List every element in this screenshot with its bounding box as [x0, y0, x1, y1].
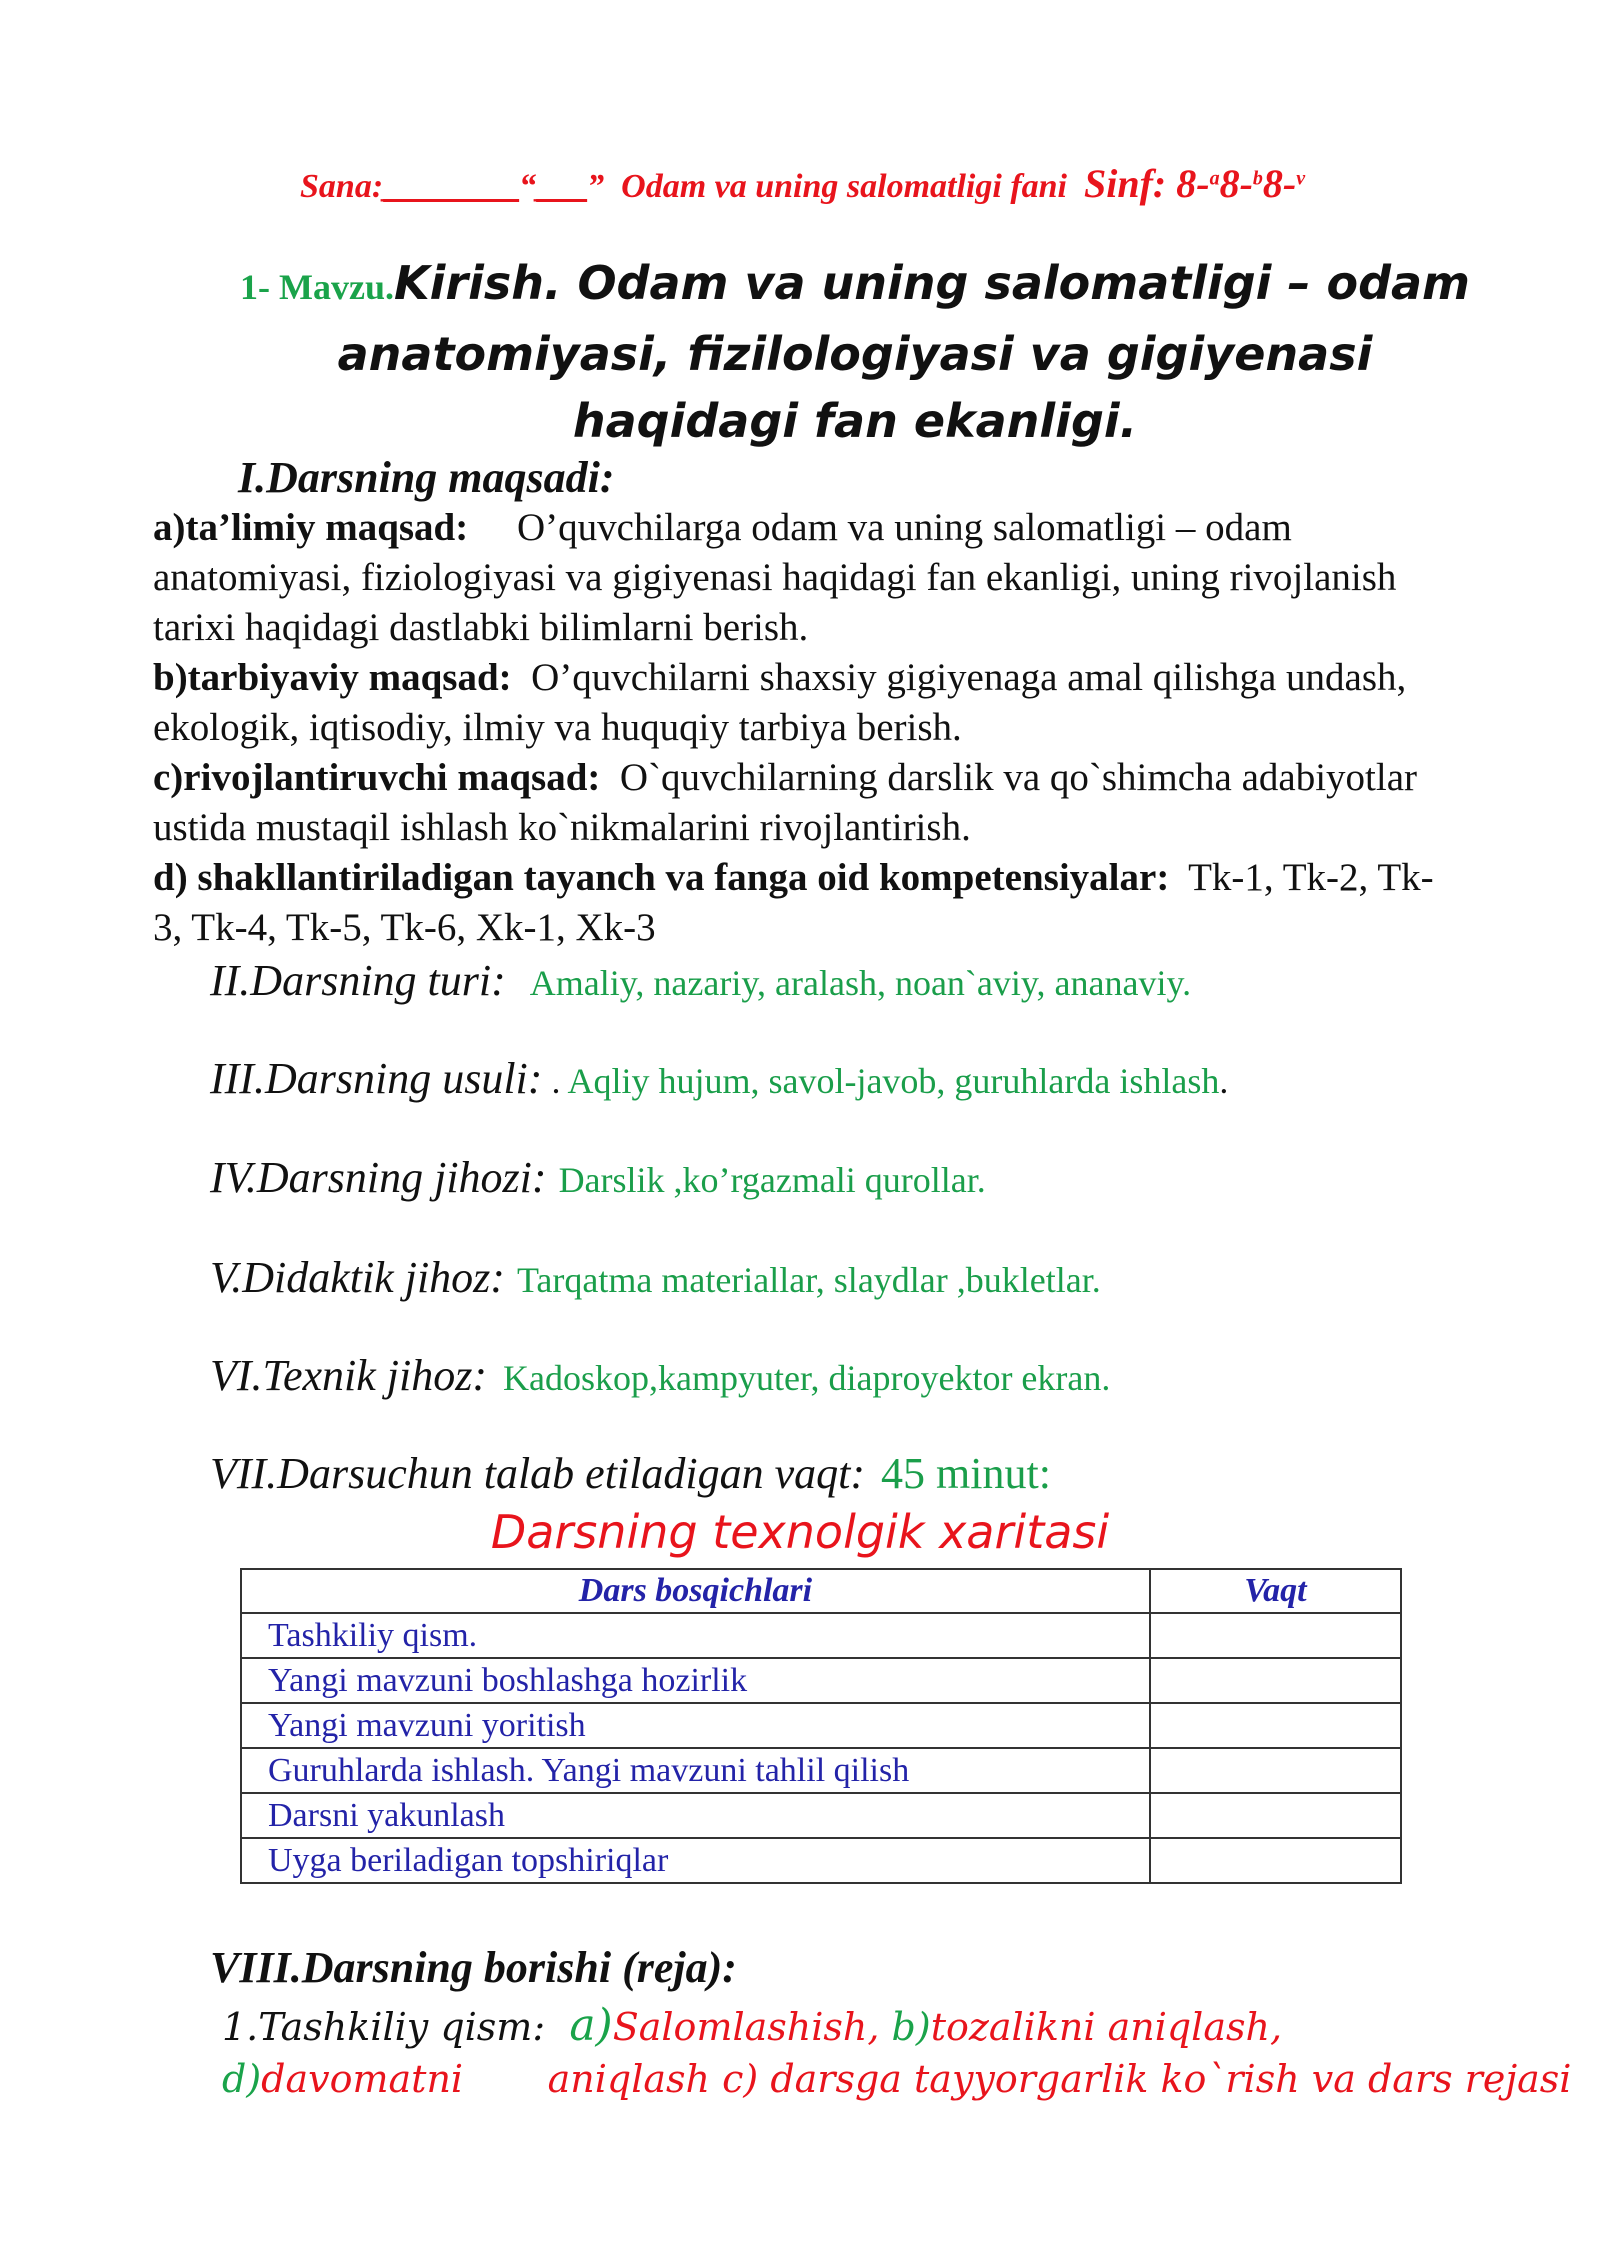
- table-row: [241, 1658, 1401, 1703]
- goal-d-text: Tk-1, Tk-2, Tk-3, Tk-4, Tk-5, Tk-6, Xk-1, Xk-3: [153, 856, 1434, 949]
- lesson-type-label: II.Darsning turi:: [210, 956, 506, 1005]
- technical-equipment-label: VI.Texnik jihoz:: [210, 1351, 487, 1400]
- stage-cell: Darsni yakunlash: [241, 1793, 1150, 1838]
- stage-cell: Yangi mavzuni boshlashga hozirlik: [241, 1658, 1150, 1703]
- lesson-plan-title: VIII.Darsning borishi (reja):: [210, 1943, 737, 1992]
- goal-c-text: O`quvchilarning darslik va qo`shimcha adabiyotlar ustida mustaqil ishlash ko`nikmalarini rivojlantirish.: [153, 756, 1418, 849]
- goal-a-text: O’quvchilarga odam va uning salomatligi – odam anatomiyasi, fiziologiyasi va gigiyenasi haqidagi fan ekanligi, uning rivojlanish tarixi haqidagi dastlabki bilimlarni berish.: [153, 506, 1397, 649]
- didactic-equipment-value: Tarqatma materiallar, slaydlar ,bukletlar.: [516, 1260, 1101, 1300]
- topic-title: Kirish. Odam va uning salomatligi – odam anatomiyasi, fizilologiyasi va gigiyenasi haqidagi fan ekanligi.: [337, 256, 1470, 448]
- time-cell: [1150, 1793, 1401, 1838]
- lesson-plan-body: [222, 2000, 1572, 2105]
- date-blank: ________: [383, 168, 520, 205]
- lesson-method-value: Aqliy hujum, savol-javob, guruhlarda ishlash: [567, 1061, 1220, 1101]
- stage-cell: Guruhlarda ishlash. Yangi mavzuni tahlil qilish: [241, 1748, 1150, 1793]
- table-row: [241, 1613, 1401, 1658]
- didactic-equipment-label: V.Didaktik jihoz:: [210, 1253, 505, 1302]
- didactic-equipment-row: [210, 1252, 1101, 1303]
- class-8b: 8-: [1219, 161, 1253, 206]
- time-required-row: [210, 1448, 1051, 1499]
- plan-text-d: davomatni: [261, 2057, 464, 2101]
- goal-d-label: d) shakllantiriladigan tayanch va fanga oid kompetensiyalar:: [153, 856, 1170, 899]
- col-header-time: Vaqt: [1150, 1569, 1401, 1613]
- col-header-stage: Dars bosqichlari: [241, 1569, 1150, 1613]
- class-label: Sinf: 8-: [1084, 161, 1210, 206]
- table-header-row: [241, 1569, 1401, 1613]
- plan-line-2: [222, 2053, 1572, 2105]
- plan-text-c: darsga tayyorgarlik ko`rish va dars rejasi: [758, 2057, 1572, 2101]
- lesson-method-row: [210, 1053, 1228, 1104]
- goals-block: [153, 503, 1453, 953]
- topic-prefix: 1- Mavzu.: [240, 267, 394, 307]
- plan-marker-a: a): [569, 2000, 613, 2051]
- stage-cell: Tashkiliy qism.: [241, 1613, 1150, 1658]
- technical-equipment-row: [210, 1350, 1110, 1401]
- plan-marker-c: c): [722, 2057, 759, 2101]
- class-a: a: [1209, 167, 1220, 190]
- lesson-equipment-label: IV.Darsning jihozi:: [210, 1153, 547, 1202]
- header-line: [300, 160, 1500, 207]
- plan-item-label: 1.Tashkiliy qism:: [222, 2005, 546, 2049]
- tech-map-title: Darsning texnolgik xaritasi: [490, 1505, 1110, 1559]
- plan-marker-b: b): [891, 2005, 931, 2049]
- goal-c: [153, 753, 1453, 853]
- lesson-type-row: [210, 955, 1191, 1006]
- goal-c-label: c)rivojlantiruvchi maqsad:: [153, 756, 601, 799]
- lesson-method-end: .: [1219, 1061, 1229, 1101]
- time-cell: [1150, 1703, 1401, 1748]
- quote-blank: ___: [536, 168, 588, 205]
- lesson-equipment-row: [210, 1152, 986, 1203]
- plan-text-b: tozalikni aniqlash,: [930, 2005, 1283, 2049]
- lesson-type-value: Amaliy, nazariy, aralash, noan`aviy, ananaviy.: [529, 963, 1192, 1003]
- topic-heading: [220, 250, 1490, 455]
- lesson-method-dot: .: [542, 1061, 568, 1101]
- plan-marker-d: d): [222, 2057, 262, 2101]
- goal-b: [153, 653, 1453, 753]
- time-cell: [1150, 1613, 1401, 1658]
- lesson-equipment-value: Darslik ,ko’rgazmali qurollar.: [558, 1160, 986, 1200]
- stage-cell: Uyga beriladigan topshiriqlar: [241, 1838, 1150, 1883]
- goal-b-label: b)tarbiyaviy maqsad:: [153, 656, 512, 699]
- time-cell: [1150, 1658, 1401, 1703]
- table-row: [241, 1703, 1401, 1748]
- goal-d: [153, 853, 1453, 953]
- tech-map-table: [240, 1568, 1402, 1884]
- time-required-label: VII.Darsuchun talab etiladigan vaqt:: [210, 1449, 866, 1498]
- goal-b-text: O’quvchilarni shaxsiy gigiyenaga amal qilishga undash, ekologik, iqtisodiy, ilmiy va huquqiy tarbiya berish.: [153, 656, 1407, 749]
- quote-open: “: [519, 168, 537, 205]
- class-8v: 8-: [1262, 161, 1297, 206]
- stage-cell: Yangi mavzuni yoritish: [241, 1703, 1150, 1748]
- time-cell: [1150, 1748, 1401, 1793]
- class-b: b: [1252, 167, 1263, 190]
- table-row: [241, 1838, 1401, 1883]
- time-required-value: 45 minut:: [881, 1449, 1051, 1498]
- lesson-method-label: III.Darsning usuli:: [210, 1054, 543, 1103]
- section-goals-title: I.Darsning maqsadi:: [238, 453, 615, 502]
- plan-text-d-cont: aniqlash: [547, 2057, 723, 2101]
- date-label: Sana:: [300, 168, 384, 205]
- quote-close: ”: [587, 168, 605, 205]
- table-row: [241, 1748, 1401, 1793]
- time-cell: [1150, 1838, 1401, 1883]
- plan-line-1: [222, 2000, 1492, 2053]
- technical-equipment-value: Kadoskop,kampyuter, diaproyektor ekran.: [503, 1358, 1111, 1398]
- goal-a: [153, 503, 1453, 653]
- class-v: v: [1296, 167, 1306, 190]
- plan-text-a: Salomlashish,: [612, 2005, 892, 2049]
- table-row: [241, 1793, 1401, 1838]
- subject-name: Odam va uning salomatligi fani: [621, 168, 1067, 205]
- goal-a-label: a)ta’limiy maqsad:: [153, 506, 469, 549]
